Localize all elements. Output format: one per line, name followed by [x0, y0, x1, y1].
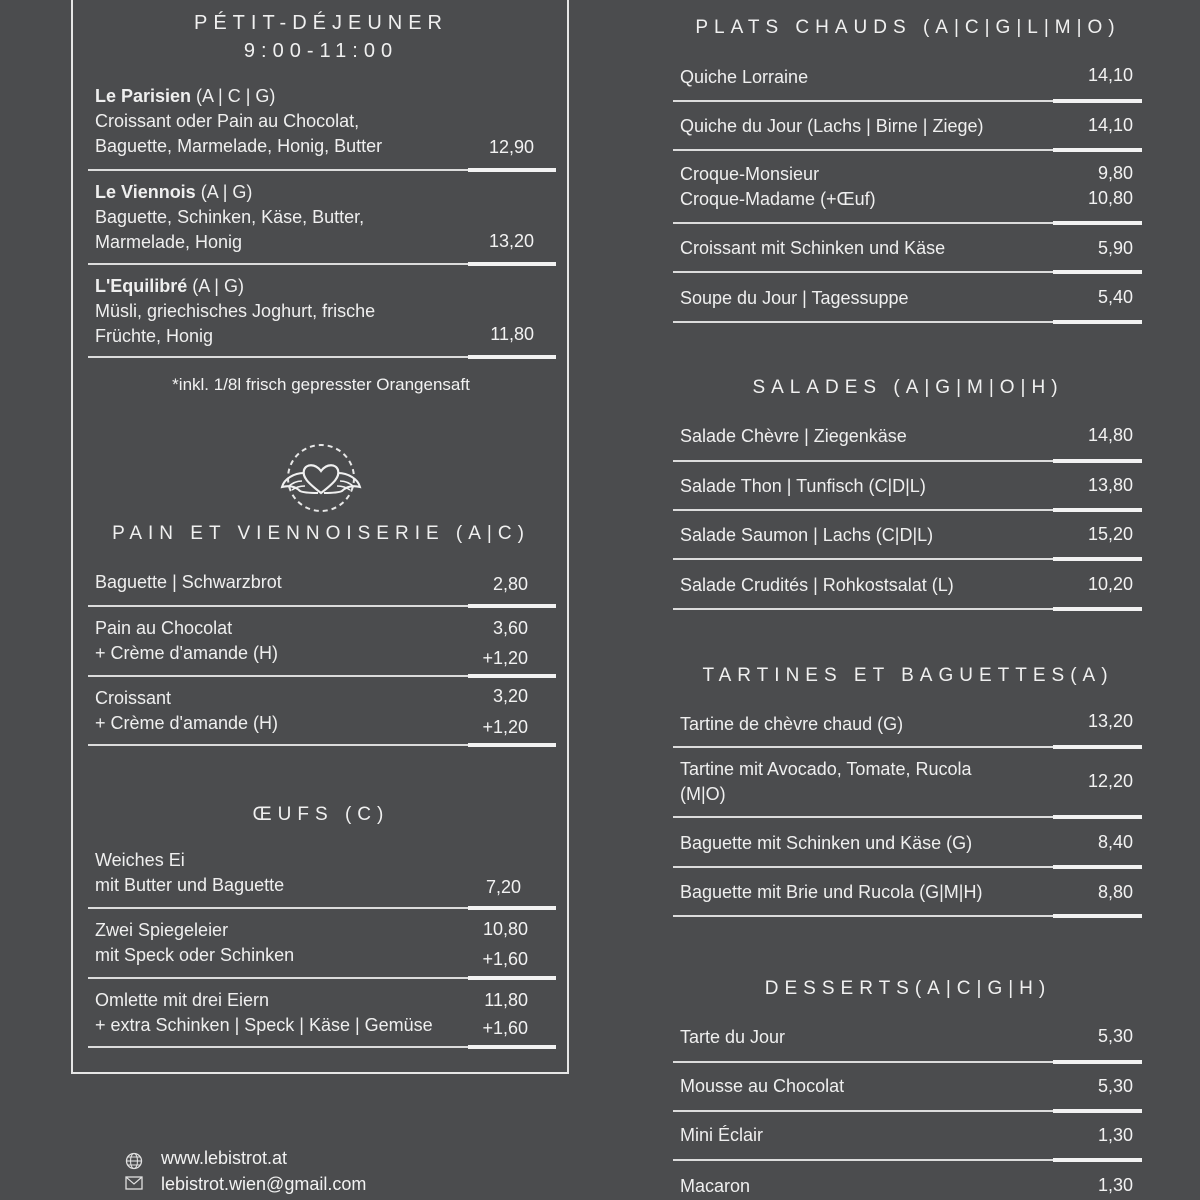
menu-item — [680, 286, 909, 311]
item-extra-price: +1,20 — [482, 648, 528, 668]
item-extra: + extra Schinken | Speck | Käse | Gemüse — [95, 1015, 433, 1035]
menu-item — [680, 1074, 844, 1099]
price-underline — [468, 674, 556, 678]
item-price: 1,30 — [1097, 1175, 1133, 1195]
menu-item — [95, 616, 278, 666]
item-name: Zwei Spiegeleier — [95, 920, 229, 940]
item-extra: mit Speck oder Schinken — [95, 945, 295, 965]
item-price: 13,80 — [1087, 475, 1133, 495]
item-allergens: (A | G) — [195, 182, 253, 202]
price-underline — [468, 355, 556, 359]
item-price: 7,20 — [485, 877, 521, 897]
menu-item — [95, 988, 433, 1038]
item-description: Früchte, Honig — [95, 326, 214, 346]
price-underline — [1053, 815, 1142, 819]
item-price: 9,80 — [1097, 163, 1133, 183]
item-description: Marmelade, Honig — [95, 232, 243, 252]
item-price: 8,40 — [1097, 832, 1133, 852]
item-price: 8,80 — [1097, 882, 1133, 902]
price-underline — [468, 262, 556, 266]
menu-item — [95, 848, 284, 898]
menu-item — [95, 686, 278, 736]
price-underline — [1053, 320, 1142, 324]
item-name: Macaron — [680, 1176, 751, 1196]
item-name: Croissant mit Schinken und Käse — [680, 238, 946, 258]
globe-icon — [125, 1152, 143, 1170]
item-extra-price: +1,60 — [482, 1018, 528, 1038]
item-name: Omlette mit drei Eiern — [95, 990, 270, 1010]
item-name: Pain au Chocolat — [95, 618, 233, 638]
item-description: Baguette, Schinken, Käse, Butter, — [95, 207, 365, 227]
price-underline — [1053, 148, 1142, 152]
item-price: 3,60 — [492, 618, 528, 638]
envelope-icon — [125, 1176, 143, 1190]
price-underline — [1053, 459, 1142, 463]
item-name: Quiche du Jour (Lachs | Birne | Ziege) — [680, 116, 984, 136]
item-price: 14,80 — [1087, 425, 1133, 445]
item-description: Croissant oder Pain au Chocolat, — [95, 111, 360, 131]
menu-item — [680, 831, 972, 856]
price-underline — [468, 604, 556, 608]
price-underline — [468, 743, 556, 747]
item-name: L'Equilibré — [95, 276, 188, 296]
menu-item — [680, 1174, 750, 1199]
item-name: Tartine de chèvre chaud (G) — [680, 714, 904, 734]
breakfast-hours: 9:00-11:00 — [243, 40, 399, 62]
item-price: 5,40 — [1097, 287, 1133, 307]
menu-item — [680, 757, 972, 807]
pain-title: PAIN ET VIENNOISERIE (A|C) — [112, 523, 530, 544]
item-extra-price: +1,60 — [482, 949, 528, 969]
item-price: 5,30 — [1097, 1076, 1133, 1096]
price-underline — [1053, 270, 1142, 274]
item-extra: (M|O) — [680, 784, 726, 804]
item-name: Salade Thon | Tunfisch (C|D|L) — [680, 476, 926, 496]
item-price: 14,10 — [1087, 65, 1133, 85]
plats-title: PLATS CHAUDS (A|C|G|L|M|O) — [695, 17, 1121, 38]
menu-item — [680, 1025, 785, 1050]
item-title-line — [95, 84, 382, 109]
item-extra: + Crème d'amande (H) — [95, 643, 279, 663]
item-name: Salade Saumon | Lachs (C|D|L) — [680, 525, 934, 545]
item-title-line — [95, 274, 375, 299]
item-price: 10,20 — [1087, 574, 1133, 594]
item-extra-price: 10,80 — [1087, 188, 1133, 208]
menu-item — [95, 918, 294, 968]
price-underline — [1053, 914, 1142, 918]
item-price: 10,80 — [482, 919, 528, 939]
item-name: Quiche Lorraine — [680, 67, 809, 87]
price-underline — [1053, 607, 1142, 611]
item-extra: mit Butter und Baguette — [95, 875, 285, 895]
menu-item — [680, 712, 903, 737]
item-price: 14,10 — [1087, 115, 1133, 135]
menu-item — [680, 236, 945, 261]
orange-juice-note: *inkl. 1/8l frisch gepresster Orangensaft — [172, 375, 470, 394]
item-price: 2,80 — [492, 574, 528, 594]
item-name: Tarte du Jour — [680, 1027, 786, 1047]
item-name: Salade Chèvre | Ziegenkäse — [680, 426, 907, 446]
breakfast-title: PÉTIT-DÉJEUNER — [193, 12, 449, 34]
item-description: Müsli, griechisches Joghurt, frische — [95, 301, 376, 321]
price-underline — [468, 906, 556, 910]
price-underline — [1053, 221, 1142, 225]
menu-item — [680, 114, 984, 139]
menu-item — [680, 573, 954, 598]
item-allergens: (A | C | G) — [191, 86, 276, 106]
price-underline — [1053, 865, 1142, 869]
tartines-title: TARTINES ET BAGUETTES(A) — [702, 665, 1114, 686]
item-name: Baguette mit Schinken und Käse (G) — [680, 833, 973, 853]
item-name: Baguette | Schwarzbrot — [95, 572, 282, 592]
price-underline — [1053, 99, 1142, 103]
item-price: 11,80 — [490, 324, 534, 344]
item-name: Salade Crudités | Rohkostsalat (L) — [680, 575, 954, 595]
item-name: Le Viennois — [95, 182, 196, 202]
menu-item-le-viennois — [95, 180, 364, 255]
item-price: 15,20 — [1087, 524, 1133, 544]
item-name: Mousse au Chocolat — [680, 1076, 845, 1096]
menu-item — [680, 1123, 763, 1148]
menu-item — [95, 570, 282, 595]
menu-item — [680, 880, 982, 905]
item-description: Baguette, Marmelade, Honig, Butter — [95, 136, 383, 156]
item-price: 5,30 — [1097, 1026, 1133, 1046]
item-extra-price: +1,20 — [482, 717, 528, 737]
item-price: 11,80 — [484, 990, 528, 1010]
price-underline — [468, 168, 556, 172]
item-price: 13,20 — [488, 231, 534, 251]
email-link[interactable]: lebistrot.wien@gmail.com — [161, 1174, 367, 1194]
desserts-title: DESSERTS(A|C|G|H) — [764, 978, 1052, 999]
item-price: 1,30 — [1097, 1125, 1133, 1145]
menu-item — [680, 474, 926, 499]
price-underline — [1053, 557, 1142, 561]
item-name: Tartine mit Avocado, Tomate, Rucola — [680, 759, 972, 779]
item-name: Mini Éclair — [680, 1125, 764, 1145]
price-underline — [1053, 745, 1142, 749]
price-underline — [468, 976, 556, 980]
item-name: Le Parisien — [95, 86, 192, 106]
item-name: Baguette mit Brie und Rucola (G|M|H) — [680, 882, 983, 902]
item-title-line — [95, 180, 364, 205]
price-underline — [1053, 1060, 1142, 1064]
menu-item — [680, 162, 876, 212]
item-name: Croissant — [95, 688, 172, 708]
price-underline — [1053, 1109, 1142, 1113]
item-name: Croque-Monsieur — [680, 164, 820, 184]
website-link[interactable]: www.lebistrot.at — [161, 1148, 288, 1168]
item-price: 12,90 — [488, 137, 534, 157]
item-allergens: (A | G) — [187, 276, 244, 296]
oeufs-title: ŒUFS (C) — [252, 804, 390, 825]
menu-item — [680, 523, 933, 548]
salades-title: SALADES (A|G|M|O|H) — [752, 377, 1064, 398]
price-underline — [468, 1045, 556, 1049]
heart-wings-logo-icon — [278, 443, 364, 515]
menu-item — [680, 65, 808, 90]
menu-item — [680, 424, 907, 449]
price-underline — [1053, 508, 1142, 512]
menu-item-le-parisien — [95, 84, 382, 159]
menu-item-l-equilibre — [95, 274, 375, 349]
item-price: 3,20 — [492, 686, 528, 706]
item-name: Weiches Ei — [95, 850, 185, 870]
item-price: 5,90 — [1097, 238, 1133, 258]
price-underline — [1053, 1158, 1142, 1162]
item-extra: + Crème d'amande (H) — [95, 713, 279, 733]
item-name: Soupe du Jour | Tagessuppe — [680, 288, 909, 308]
item-extra: Croque-Madame (+Œuf) — [680, 189, 876, 209]
item-price: 13,20 — [1087, 711, 1133, 731]
item-price: 12,20 — [1087, 771, 1133, 791]
